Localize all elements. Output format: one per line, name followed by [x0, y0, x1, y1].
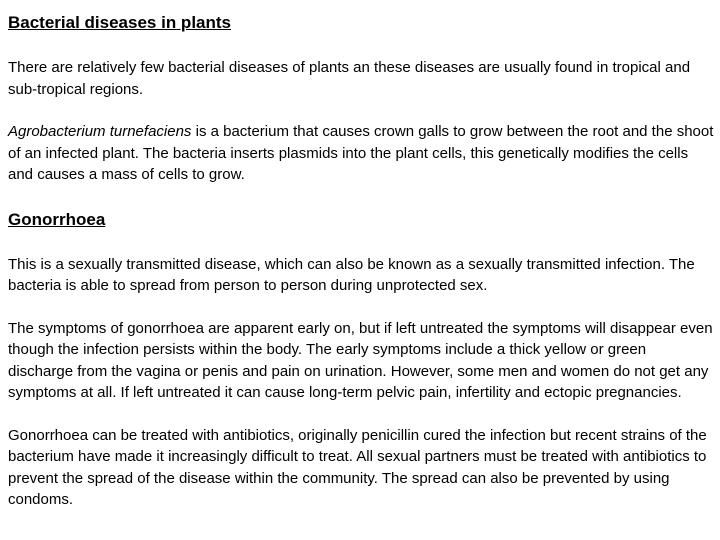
paragraph: The symptoms of gonorrhoea are apparent early on, but if left untreated the symptoms will disappear even though the infection persists within the body. The early symptoms include a thick yellow or green discharge from the vagina or penis and pain on urination. However, some men and women do not get any symptoms at all. If left untreated it can cause long-term pelvic pain, infertility and ectopic pregnancies. [8, 319, 713, 401]
document-page [8, 8, 714, 532]
paragraph-text: is a bacterium that causes crown galls to grow between the root and the shoot of an infected plant. The bacteria inserts plasmids into the plant cells, this genetically modifies the cells and causes a mass of cells to grow. [8, 123, 714, 183]
species-name: Agrobacterium turnefaciens [8, 123, 192, 140]
section-heading: Gonorrhoea [8, 209, 106, 229]
section-bacterial-diseases-in-plants [8, 12, 714, 186]
paragraph: Gonorrhoea can be treated with antibiotics, originally penicillin cured the infection but recent strains of the bacterium have made it increasingly difficult to treat. All sexual partners must be treated with antibiotics to prevent the spread of the disease within the community. The spread can also be prevented by using condoms. [8, 426, 707, 508]
paragraph [8, 121, 714, 186]
section-heading: Bacterial diseases in plants [8, 13, 231, 32]
section-gonorrhoea [8, 209, 714, 511]
paragraph: This is a sexually transmitted disease, which can also be known as a sexually transmitted infection. The bacteria is able to spread from person to person during unprotected sex. [8, 255, 695, 294]
paragraph: There are relatively few bacterial diseases of plants an these diseases are usually found in tropical and sub-tropical regions. [8, 59, 691, 98]
